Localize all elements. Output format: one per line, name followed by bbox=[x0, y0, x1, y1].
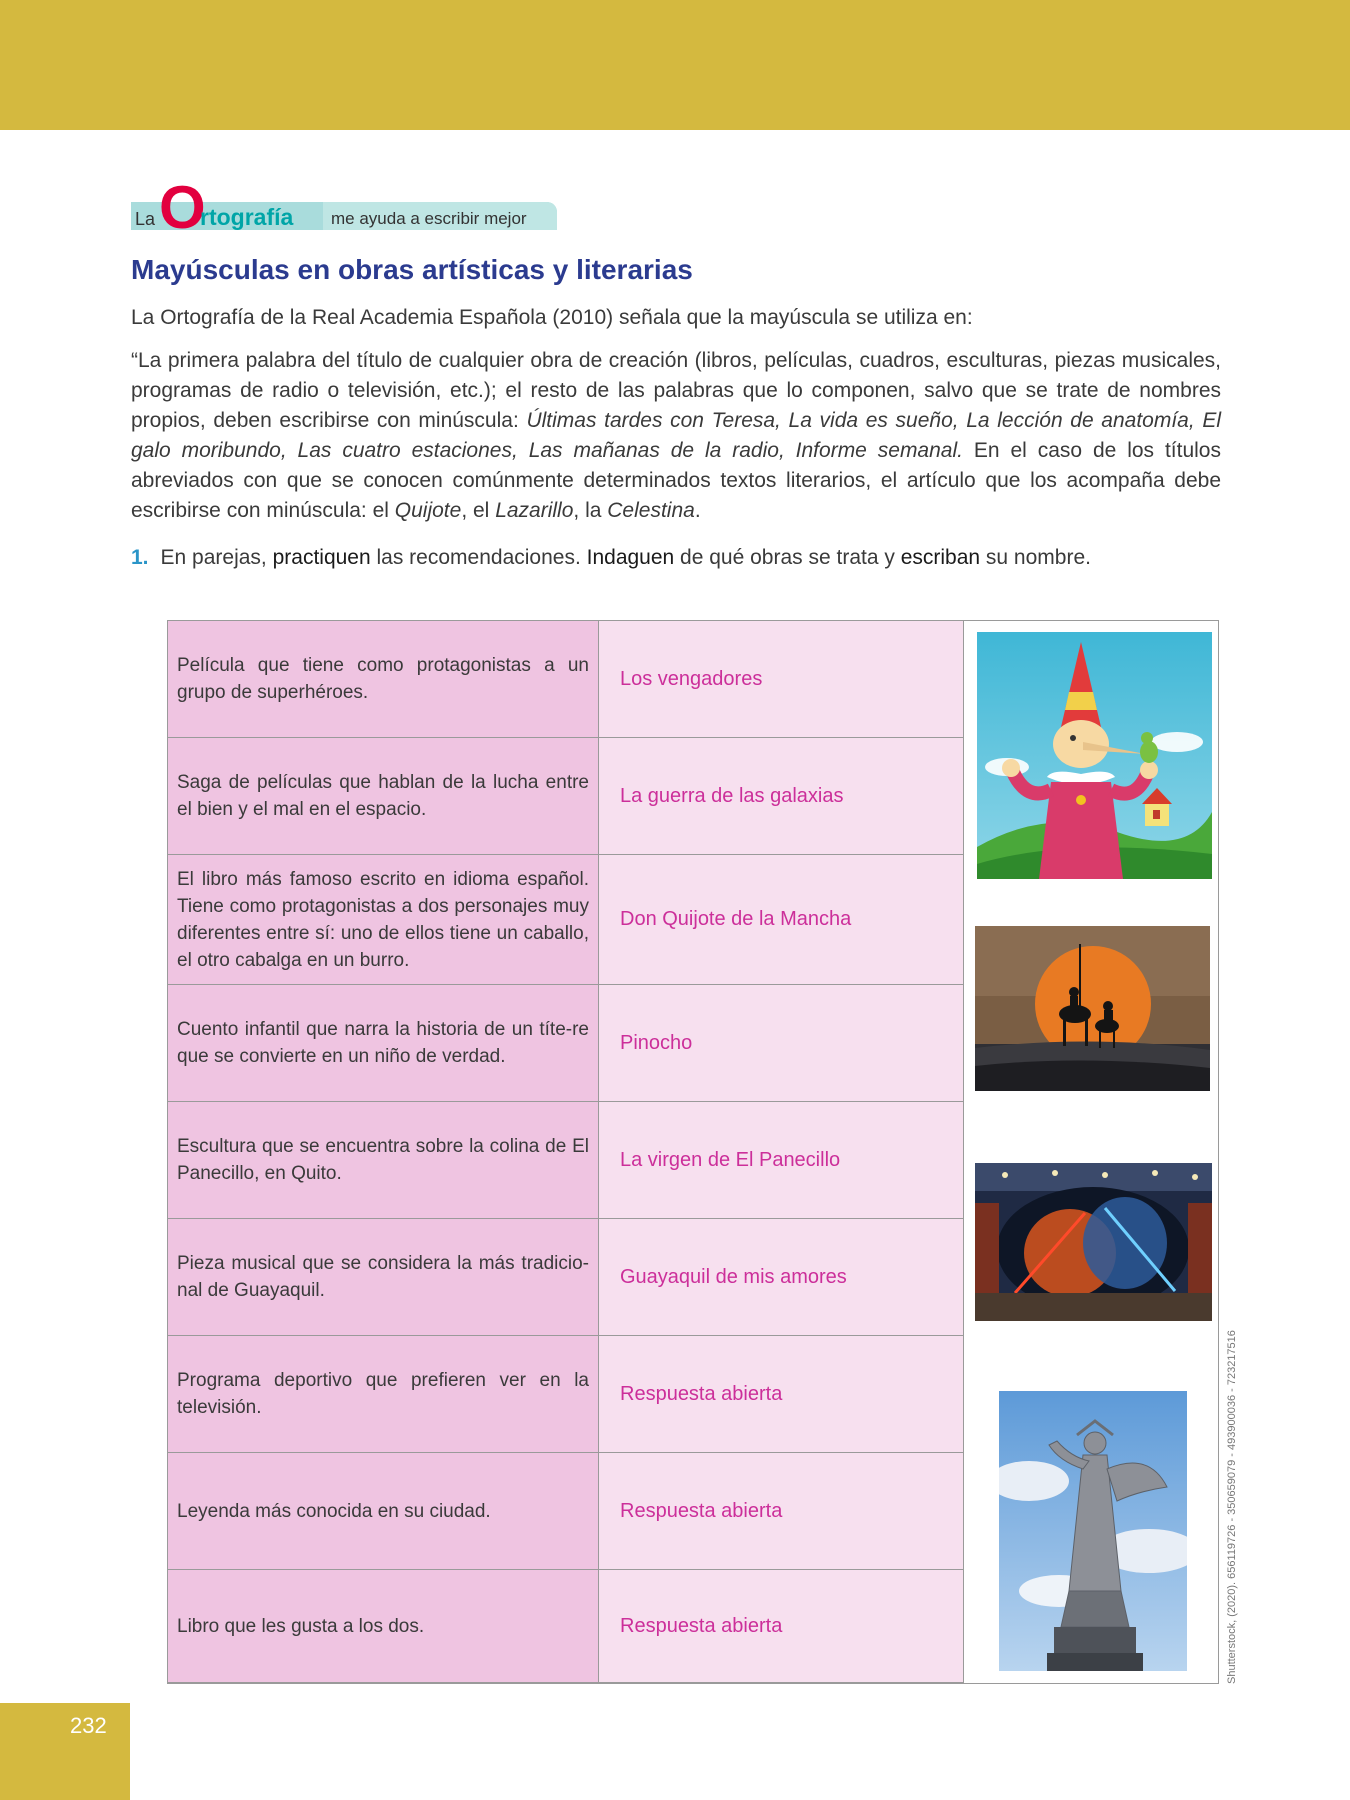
quixote-sunset-image bbox=[975, 926, 1210, 1091]
question-cell: Saga de películas que hablan de la lucha entre el bien y el mal en el espacio. bbox=[168, 738, 599, 854]
quote-sep-2: , la bbox=[573, 499, 608, 522]
exercise-instruction bbox=[131, 546, 1281, 570]
panecillo-virgin-image bbox=[999, 1391, 1187, 1671]
banner-la: La bbox=[135, 209, 156, 229]
exercise-verb-3: escriban bbox=[900, 546, 981, 569]
quote-lazarillo: Lazarillo bbox=[495, 499, 574, 522]
answer-cell[interactable]: Respuesta abierta bbox=[599, 1453, 964, 1569]
photo-credit: Shutterstock, (2020). 656119726 - 350659079 - 493900036 - 723217516 bbox=[1226, 1330, 1238, 1684]
table-row bbox=[168, 1453, 964, 1570]
table-row bbox=[168, 738, 964, 855]
exercise-text-3: de qué obras se trata y bbox=[674, 546, 901, 569]
question-cell: Programa deportivo que prefieren ver en la televisión. bbox=[168, 1336, 599, 1452]
answer-cell[interactable]: Don Quijote de la Mancha bbox=[599, 855, 964, 984]
question-cell: El libro más famoso escrito en idioma español. Tiene como protagonistas a dos personajes muy diferentes entre sí: uno de ellos tiene un caballo, el otro cabalga en un burro. bbox=[168, 855, 599, 984]
exercise-number: 1. bbox=[131, 546, 149, 569]
intro-paragraph: La Ortografía de la Real Academia Española (2010) señala que la mayúscula se utiliza en: bbox=[131, 306, 973, 329]
answer-cell[interactable]: La virgen de El Panecillo bbox=[599, 1102, 964, 1218]
quote-paragraph bbox=[131, 346, 1221, 526]
banner-ortografia: rtografía bbox=[200, 204, 294, 230]
question-cell: Leyenda más conocida en su ciudad. bbox=[168, 1453, 599, 1569]
quote-celestina: Celestina bbox=[607, 499, 695, 522]
exercise-text-2: las recomendaciones. bbox=[370, 546, 587, 569]
star-wars-display-image bbox=[975, 1163, 1212, 1321]
table-row bbox=[168, 1570, 964, 1683]
quote-examples: Últimas tardes con Teresa, La vida es sueño, La lección de anatomía, El galo moribundo, Las cuatro estaciones, Las mañanas de la radio, Informe semanal. bbox=[131, 409, 1221, 462]
table-row bbox=[168, 985, 964, 1102]
answer-cell[interactable]: Respuesta abierta bbox=[599, 1570, 964, 1682]
table-row bbox=[168, 1336, 964, 1453]
banner-o-letter: O bbox=[159, 174, 206, 241]
quote-sep-1: , el bbox=[461, 499, 496, 522]
answer-cell[interactable]: La guerra de las galaxias bbox=[599, 738, 964, 854]
answer-cell[interactable]: Pinocho bbox=[599, 985, 964, 1101]
quote-end: . bbox=[694, 499, 701, 522]
page-title: Mayúsculas en obras artísticas y literarias bbox=[131, 254, 693, 285]
table-row bbox=[168, 621, 964, 738]
section-banner bbox=[131, 174, 561, 241]
answer-cell[interactable]: Los vengadores bbox=[599, 621, 964, 737]
table-row bbox=[168, 1219, 964, 1336]
banner-subtitle: me ayuda a escribir mejor bbox=[331, 209, 527, 228]
quote-part-2: En el caso de los títulos abreviados con que se conocen comúnmente determinados textos literarios, el artículo que los acompaña debe escribirse con minúscula: el bbox=[131, 439, 1221, 522]
question-cell: Película que tiene como protagonistas a un grupo de superhéroes. bbox=[168, 621, 599, 737]
pinocchio-image bbox=[977, 632, 1212, 879]
table-row bbox=[168, 855, 964, 985]
question-cell: Libro que les gusta a los dos. bbox=[168, 1570, 599, 1682]
answer-cell[interactable]: Respuesta abierta bbox=[599, 1336, 964, 1452]
exercise-verb-2: Indaguen bbox=[586, 546, 675, 569]
image-column bbox=[964, 621, 1218, 1683]
table-row bbox=[168, 1102, 964, 1219]
question-cell: Cuento infantil que narra la historia de un títe-re que se convierte en un niño de verdad. bbox=[168, 985, 599, 1101]
exercise-text-4: su nombre. bbox=[980, 546, 1091, 569]
page-number-band bbox=[0, 1703, 130, 1800]
quote-quijote: Quijote bbox=[394, 499, 462, 522]
question-cell: Escultura que se encuentra sobre la colina de El Panecillo, en Quito. bbox=[168, 1102, 599, 1218]
question-cell: Pieza musical que se considera la más tradicio-nal de Guayaquil. bbox=[168, 1219, 599, 1335]
answer-cell[interactable]: Guayaquil de mis amores bbox=[599, 1219, 964, 1335]
top-color-band bbox=[0, 0, 1350, 130]
works-table bbox=[167, 620, 1219, 1684]
exercise-text-1: En parejas, bbox=[160, 546, 273, 569]
exercise-verb-1: practiquen bbox=[272, 546, 371, 569]
quote-part-1: “La primera palabra del título de cualquier obra de creación (libros, películas, cuadros, esculturas, piezas musicales, programas de radio o televisión, etc.); el resto de las palabras que lo componen, salvo que se trate de nombres propios, deben escribirse con minúscula: bbox=[131, 349, 1221, 432]
page-number: 232 bbox=[70, 1713, 107, 1738]
